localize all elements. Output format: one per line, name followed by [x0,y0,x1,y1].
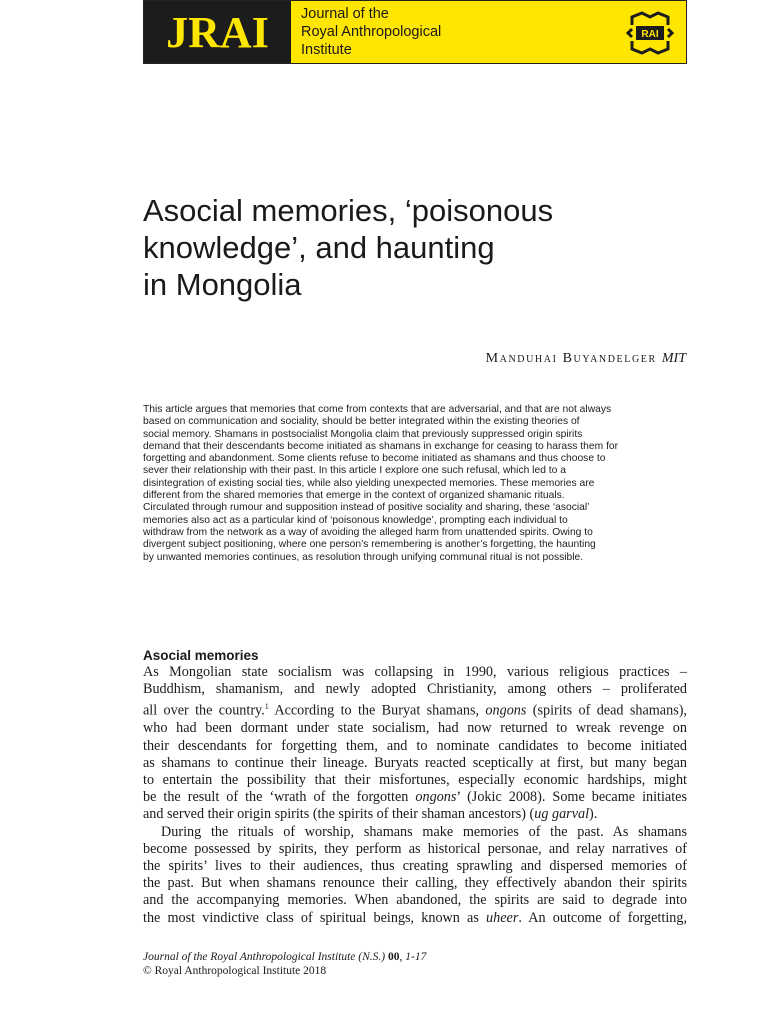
italic-term: uheer [486,909,519,926]
paragraph-1 [143,664,687,824]
text-run: the most vindictive class of spiritual beings, known as [143,909,487,926]
article-title [143,192,683,303]
text-run: . An outcome of forgetting, [518,909,687,926]
text-run: (spirits of dead shamans), [526,703,687,720]
footer-pages: , 1-17 [399,951,427,963]
abstract-line: by unwanted memories continues, as resolution through unifying communal ritual is not possible. [143,551,584,563]
abstract-line: disintegration of existing social ties, while also yielding unexpected memories. These memories are [143,477,595,489]
body-line: to entertain the possibility that their misfortunes, especially economic hardships, might [143,771,687,788]
rai-emblem-text: RAI [641,29,659,40]
body-line: the spirits’ lives to their audiences, thus creating sprawling and dispersed memories of [143,857,687,874]
body-line: During the rituals of worship, shamans make memories of the past. As shamans [161,823,687,840]
footer-journal: Journal of the Royal Anthropological Institute (N.S.) [143,951,386,963]
body-line: become possessed by spirits, they perform as historical personae, and relay narratives of [143,840,687,857]
journal-name-line: Royal Anthropological [301,24,442,40]
abstract-line: based on communication and sociality, should be better integrated within the existing theories of [143,416,580,428]
title-line: knowledge’, and haunting [143,230,495,265]
body-line [143,806,687,823]
author-name: Manduhai Buyandelger [485,351,657,366]
footer-volume: 00 [388,951,400,963]
rai-emblem-icon [626,9,674,57]
footer-citation [143,950,426,964]
journal-name-line: Journal of the [301,6,389,22]
italic-term: ongons [485,703,527,720]
body-line: and the accompanying memories. When abandoned, the spirits are said to degrade into [143,892,687,909]
abstract-line: memories also act as a particular kind of ‘poisonous knowledge’, prompting each individual to [143,514,568,526]
abstract-line: divergent subject positioning, where one person’s remembering is another’s forgetting, the haunting [143,539,596,551]
body-line: Buddhism, shamanism, and newly adopted Christianity, among others – proliferated [143,681,687,698]
body-line: who had been dormant under state socialism, had now returned to wreak revenge on [143,720,687,737]
text-run: be the result of the ‘wrath of the forgotten [143,789,416,806]
body-line: the past. But when shamans renounce their calling, they effectively abandon their spirits [143,875,687,892]
text-run: According to the Buryat shamans, [268,703,486,720]
page-footer [143,950,426,978]
author-line [486,351,686,367]
body-line: as shamans to continue their lineage. Buryats reacted sceptically at first, but many began [143,754,687,771]
abstract-line: forgetting and abandonment. Some clients refuse to become initiated as shamans and thus choose to [143,453,606,465]
body-line: As Mongolian state socialism was collapsing in 1990, various religious practices – [143,664,687,680]
footnote-ref[interactable]: 1 [264,702,269,712]
jrai-logo-text: JRAI [166,8,269,57]
abstract [143,404,687,564]
italic-term: ongons [415,789,457,806]
body-text [143,664,687,927]
body-line [143,698,687,720]
section-heading: Asocial memories [143,648,259,663]
text-run: and served their origin spirits (the spirits of their shaman ancestors) ( [143,806,535,823]
body-line [143,789,687,806]
jrai-logo [144,1,291,63]
journal-name-line: Institute [301,42,352,58]
body-line [143,910,687,927]
abstract-line: Circulated through rumour and supposition instead of positive sociality and sharing, these ‘asocial’ [143,502,590,514]
body-line: their descendants for forgetting them, and to nominate candidates to become initiated [143,737,687,754]
italic-term: ug garval [534,806,590,823]
journal-banner [143,0,687,64]
footer-copyright: © Royal Anthropological Institute 2018 [143,965,327,977]
abstract-line: sever their relationship with their past. In this article I explore one such refusal, which led to a [143,465,566,477]
abstract-line: social memory. Shamans in postsocialist Mongolia claim that previously suppressed origin spirits [143,428,583,440]
paragraph-2 [143,824,687,927]
author-affiliation: MIT [661,351,686,366]
abstract-line: different from the shared memories that emerge in the context of organized shamanic rituals. [143,490,565,502]
text-run: ). [589,806,598,823]
title-line: in Mongolia [143,267,302,302]
abstract-line: This article argues that memories that come from contexts that are adversarial, and that are not always [143,404,612,415]
text-run: all over the country. [143,703,265,720]
title-line: Asocial memories, ‘poisonous [143,193,554,228]
abstract-line: demand that their descendants become initiated as shamans in exchange for ceasing to harass them for [143,440,619,452]
abstract-line: withdraw from the network as a way of avoiding the alleged harm from unattended spirits. Owing to [143,526,593,538]
text-run: ’ (Jokic 2008). Some became initiates [456,789,687,806]
